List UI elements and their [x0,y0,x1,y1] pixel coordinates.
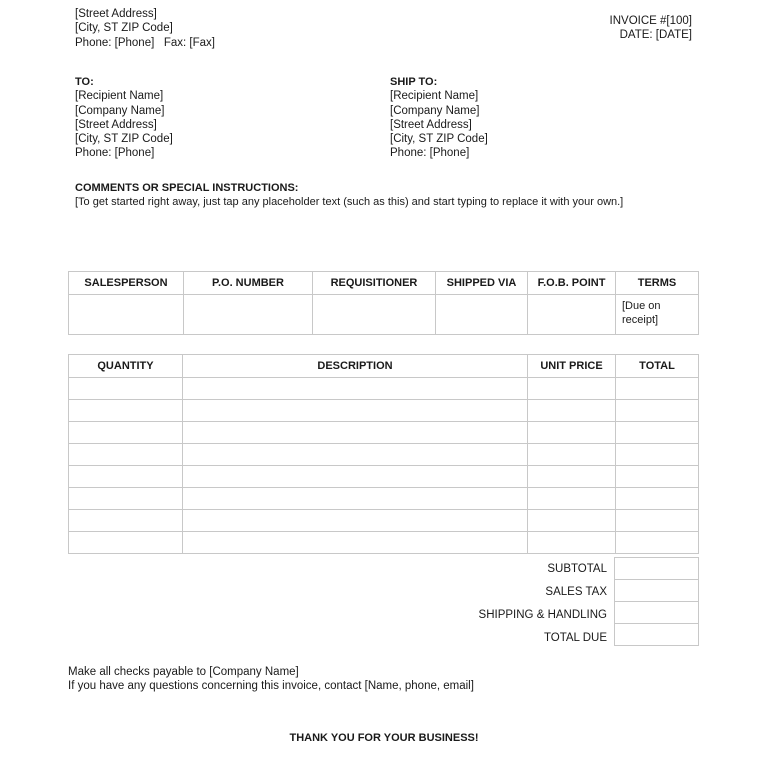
description-cell[interactable] [183,422,528,444]
order-info-header-row [69,272,699,295]
shipping-handling-value-cell[interactable] [615,602,699,624]
quantity-cell[interactable] [69,532,183,554]
header-salesperson: SALESPERSON [69,272,184,295]
description-cell[interactable] [183,400,528,422]
quantity-cell[interactable] [69,378,183,400]
ship-to-block [390,75,488,161]
sender-address [75,7,215,50]
line-total-cell[interactable] [616,444,699,466]
to-street: [Street Address] [75,118,157,131]
payment-instructions [68,665,474,694]
ship-to-city: [City, ST ZIP Code] [390,133,488,146]
ship-to-street: [Street Address] [390,118,472,131]
sender-street: [Street Address] [75,8,157,20]
unit-price-cell[interactable] [528,400,616,422]
invoice-date: DATE: [DATE] [619,29,692,42]
description-cell[interactable] [183,444,528,466]
quantity-cell[interactable] [69,400,183,422]
table-row [69,532,699,554]
total-due-label: TOTAL DUE [543,632,607,644]
shipping-handling-label: SHIPPING & HANDLING [478,609,607,621]
comments-heading: COMMENTS OR SPECIAL INSTRUCTIONS: [75,182,299,194]
table-row [69,444,699,466]
line-total-cell[interactable] [616,510,699,532]
sales-tax-value-cell[interactable] [615,580,699,602]
table-row [69,400,699,422]
thank-you-message: THANK YOU FOR YOUR BUSINESS! [289,732,479,744]
table-row [69,466,699,488]
unit-price-cell[interactable] [528,532,616,554]
unit-price-cell[interactable] [528,422,616,444]
header-fob-point: F.O.B. POINT [528,272,616,295]
subtotal-label: SUBTOTAL [547,563,607,575]
ship-to-recipient-name: [Recipient Name] [390,90,479,103]
line-total-cell[interactable] [616,488,699,510]
quantity-cell[interactable] [69,466,183,488]
header-total: TOTAL [616,355,699,378]
sender-city: [City, ST ZIP Code] [75,22,173,35]
fob-point-cell[interactable] [528,295,616,335]
description-cell[interactable] [183,532,528,554]
order-info-value-row [69,295,699,335]
header-po-number: P.O. NUMBER [184,272,313,295]
line-total-cell[interactable] [616,400,699,422]
to-city: [City, ST ZIP Code] [75,133,173,146]
unit-price-cell[interactable] [528,444,616,466]
quantity-cell[interactable] [69,422,183,444]
description-cell[interactable] [183,510,528,532]
line-items-header-row [69,355,699,378]
header-shipped-via: SHIPPED VIA [436,272,528,295]
totals-table [614,557,699,646]
checks-payable-text: Make all checks payable to [Company Name] [68,666,299,678]
header-quantity: QUANTITY [69,355,183,378]
table-row [69,378,699,400]
requisitioner-cell[interactable] [313,295,436,335]
terms-cell[interactable]: [Due on receipt] [616,295,699,335]
line-total-cell[interactable] [616,422,699,444]
description-cell[interactable] [183,466,528,488]
description-cell[interactable] [183,488,528,510]
sales-tax-label: SALES TAX [545,586,607,598]
table-row [69,510,699,532]
to-phone: Phone: [Phone] [75,147,155,160]
comments-text: [To get started right away, just tap any placeholder text (such as this) and start typing to replace it with your own.] [75,196,624,209]
ship-to-phone: Phone: [Phone] [390,147,470,160]
unit-price-cell[interactable] [528,466,616,488]
line-total-cell[interactable] [616,532,699,554]
header-description: DESCRIPTION [183,355,528,378]
unit-price-cell[interactable] [528,488,616,510]
subtotal-value-cell[interactable] [615,558,699,580]
unit-price-cell[interactable] [528,510,616,532]
table-row [69,422,699,444]
invoice-number: INVOICE #[100] [609,15,692,27]
ship-to-heading: SHIP TO: [390,76,438,88]
header-terms: TERMS [616,272,699,295]
comments-block [75,181,623,210]
header-requisitioner: REQUISITIONER [313,272,436,295]
quantity-cell[interactable] [69,444,183,466]
header-unit-price: UNIT PRICE [528,355,616,378]
sender-phone-fax: Phone: [Phone] Fax: [Fax] [75,36,215,49]
table-row [69,488,699,510]
po-number-cell[interactable] [184,295,313,335]
questions-contact-text: If you have any questions concerning this invoice, contact [Name, phone, email] [68,680,474,693]
invoice-meta [610,14,692,43]
total-due-value-cell[interactable] [615,624,699,646]
to-block [75,75,173,161]
to-recipient-name: [Recipient Name] [75,90,164,103]
ship-to-company-name: [Company Name] [390,104,480,117]
unit-price-cell[interactable] [528,378,616,400]
to-heading: TO: [75,76,94,88]
quantity-cell[interactable] [69,488,183,510]
line-items-table [68,354,699,554]
line-total-cell[interactable] [616,378,699,400]
salesperson-cell[interactable] [69,295,184,335]
description-cell[interactable] [183,378,528,400]
quantity-cell[interactable] [69,510,183,532]
shipped-via-cell[interactable] [436,295,528,335]
order-info-table [68,271,699,335]
to-company-name: [Company Name] [75,104,165,117]
line-total-cell[interactable] [616,466,699,488]
